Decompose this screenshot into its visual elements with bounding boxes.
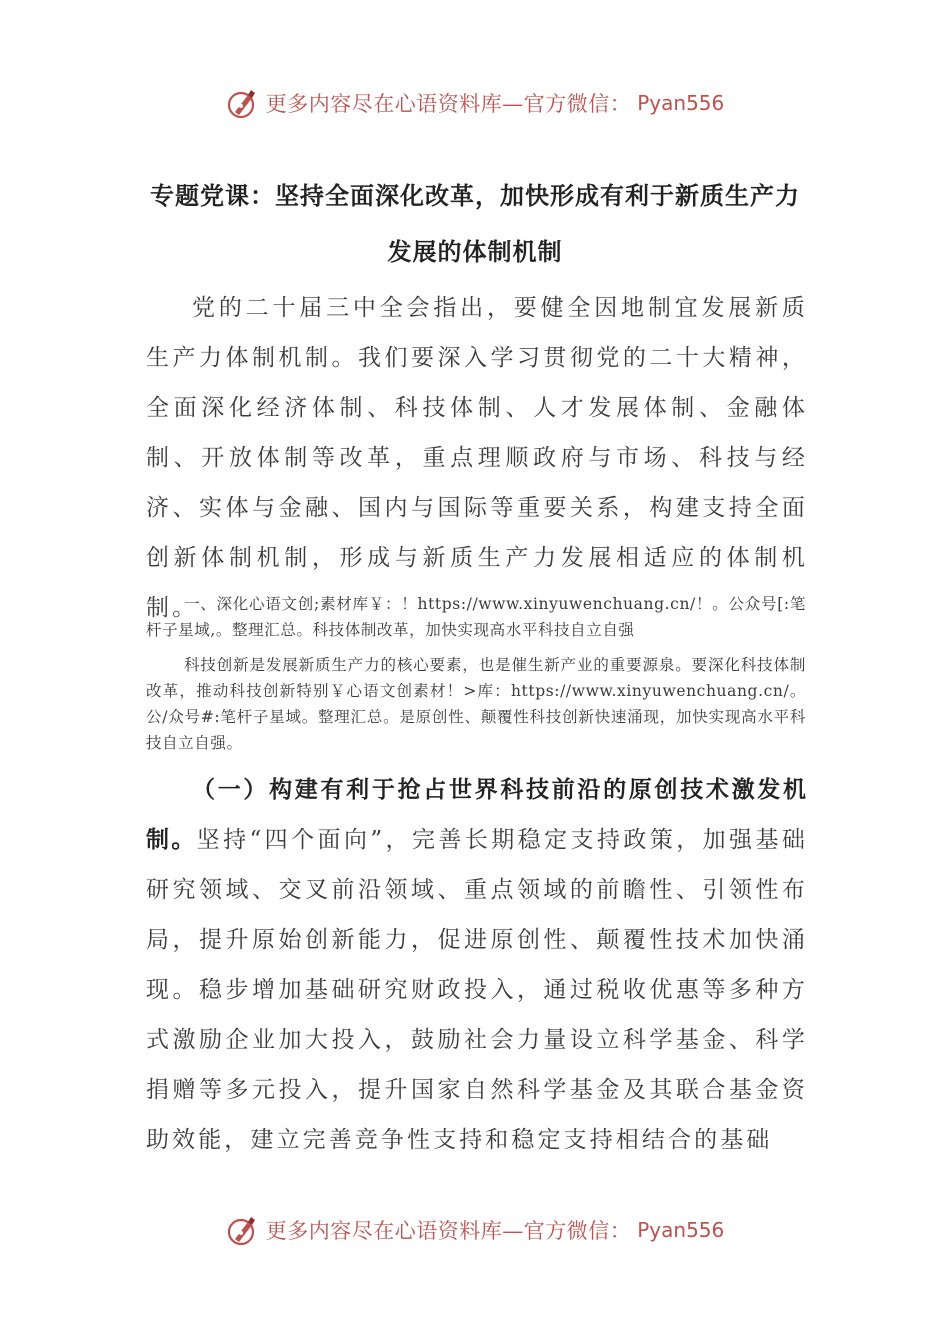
banner-wechat-id: Pyan556 [637,91,725,115]
section-paragraph: 科技创新是发展新质生产力的核心要素，也是催生新产业的重要源泉。要深化科技体制改革，推动科技创新特别￥心语文创素材！>库：https://www.xinyuwenchuang.cn/。公/众号#:笔杆子星域。整理汇总。是原创性、颠覆性科技创新快速涌现，加快实现高水平科技自立自强。 [146,656,806,752]
banner-wechat-id: Pyan556 [637,1218,725,1242]
subsection-paragraph [146,765,808,1165]
banner-text: 更多内容尽在心语资料库—官方微信： [265,92,632,116]
pen-nib-circle-icon [226,1213,260,1247]
subsection-heading: （一）构建有利于抢占世界科技前沿的原创技术激发机制。 [146,777,808,853]
subsection-body: 坚持“四个面向”，完善长期稳定支持政策，加强基础研究领域、交叉前沿领域、重点领域的前瞻性、引领性布局，提升原始创新能力，促进原创性、颠覆性技术加快涌现。稳步增加基础研究财政投入，通过税收优惠等多种方式激励企业加大投入，鼓励社会力量设立科学基金、科学捐赠等多元投入，提升国家自然科学基金及其联合基金资助效能，建立完善竞争性支持和稳定支持相结合的基础 [146,827,809,1153]
pen-nib-circle-icon [226,86,260,120]
intro-paragraph: 党的二十届三中全会指出，要健全因地制宜发展新质生产力体制机制。我们要深入学习贯彻党的二十大精神，全面深化经济体制、科技体制、人才发展体制、金融体制、开放体制等改革，重点理顺政府与市场、科技与经济、实体与金融、国内与国际等重要关系，构建支持全面创新体制机制，形成与新质生产力发展相适应的体制机制。 [146,295,808,621]
section-heading: 一、深化心语文创;素材库￥：！https://www.xinyuwenchuang.cn/！。公众号[:笔杆子星域,。整理汇总。科技体制改革，加快实现高水平科技自立自强 [146,595,806,639]
header-banner [0,83,950,123]
banner-text: 更多内容尽在心语资料库—官方微信： [265,1219,632,1243]
document-title: 专题党课：坚持全面深化改革，加快形成有利于新质生产力发展的体制机制 [150,182,800,266]
footer-banner [0,1210,950,1250]
